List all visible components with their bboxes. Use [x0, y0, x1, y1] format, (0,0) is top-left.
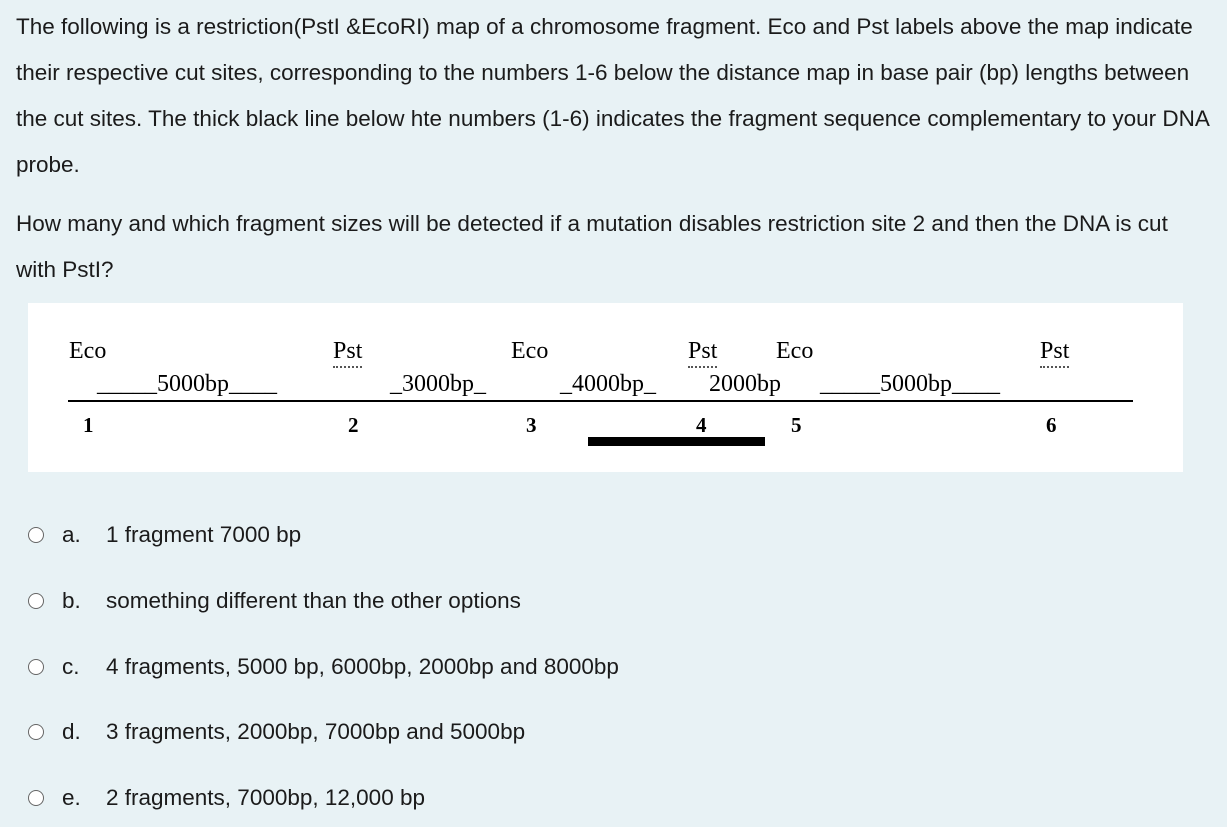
option-letter: c. — [62, 654, 80, 679]
option-text: 4 fragments, 5000 bp, 6000bp, 2000bp and 8000bp — [106, 654, 619, 679]
question-intro: The following is a restriction(PstI &EcoRI) map of a chromosome fragment. Eco and Pst labels above the map indicate their respective cut sites, corresponding to the numbers 1-6 below the distance map in base pair (bp) lengths between the cut sites. The thick black line below hte numbers (1-6) indicates the fragment sequence complementary to your DNA probe. — [16, 14, 1209, 177]
distance-label: _____5000bp____ — [97, 371, 277, 397]
radio-button[interactable] — [28, 724, 44, 740]
distance-label: _____5000bp____ — [820, 371, 1000, 397]
enzyme-label-pst: Pst — [688, 339, 717, 363]
option-text: 2 fragments, 7000bp, 12,000 bp — [106, 785, 425, 810]
option-letter: e. — [62, 785, 81, 810]
enzyme-label-pst: Pst — [333, 339, 362, 363]
enzyme-label-pst: Pst — [1040, 339, 1069, 363]
site-number: 2 — [348, 413, 359, 437]
distance-label: _3000bp_ — [390, 371, 486, 397]
enzyme-label-eco: Eco — [776, 338, 814, 364]
site-number: 5 — [791, 413, 802, 437]
restriction-map-figure — [28, 303, 1183, 472]
option-letter: a. — [62, 522, 81, 547]
answer-option-d[interactable] — [28, 712, 525, 752]
radio-button[interactable] — [28, 790, 44, 806]
distance-label: _4000bp_ — [560, 371, 656, 397]
enzyme-label-eco: Eco — [511, 338, 549, 364]
question-text — [16, 4, 1212, 293]
distance-label: 2000bp — [709, 371, 781, 397]
enzyme-label-eco: Eco — [69, 338, 107, 364]
radio-button[interactable] — [28, 593, 44, 609]
map-axis-line — [68, 400, 1133, 402]
option-text: something different than the other options — [106, 588, 521, 613]
site-number: 6 — [1046, 413, 1057, 437]
answer-option-b[interactable] — [28, 581, 521, 621]
site-number: 4 — [696, 413, 707, 437]
radio-button[interactable] — [28, 659, 44, 675]
answer-option-c[interactable] — [28, 647, 619, 687]
option-text: 1 fragment 7000 bp — [106, 522, 302, 547]
probe-bar — [588, 437, 765, 446]
question-prompt: How many and which fragment sizes will be detected if a mutation disables restriction site 2 and then the DNA is cut with PstI? — [16, 211, 1168, 282]
site-number: 1 — [83, 413, 94, 437]
answer-option-a[interactable] — [28, 515, 301, 555]
option-letter: b. — [62, 588, 81, 613]
site-number: 3 — [526, 413, 537, 437]
option-letter: d. — [62, 719, 81, 744]
radio-button[interactable] — [28, 527, 44, 543]
option-text: 3 fragments, 2000bp, 7000bp and 5000bp — [106, 719, 526, 744]
answer-option-e[interactable] — [28, 778, 425, 818]
